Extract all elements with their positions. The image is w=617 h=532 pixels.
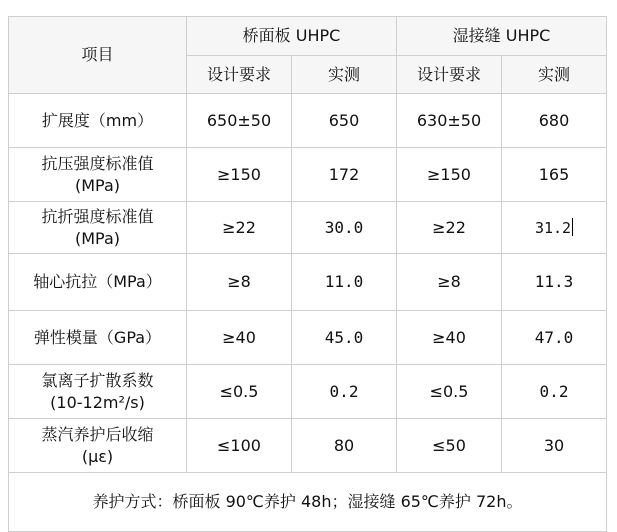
row-label-line1: 氯离子扩散系数	[41, 370, 154, 390]
table-row	[9, 311, 607, 365]
row-label-line1: 轴心抗拉（MPa）	[33, 272, 162, 291]
table-cell: ≥8	[397, 254, 502, 311]
table-row	[9, 365, 607, 419]
table-cell: 11.0	[292, 254, 397, 311]
row-label-line2: (MPa)	[74, 228, 121, 248]
table-cell: ≤0.5	[397, 365, 502, 419]
table-cell: ≥40	[187, 311, 292, 365]
row-label-line1: 弹性模量（GPa）	[33, 327, 162, 347]
item-header: 项目	[9, 17, 187, 94]
text-cursor	[572, 218, 573, 236]
row-label	[9, 94, 187, 148]
subheader-design: 设计要求	[397, 56, 502, 94]
row-label-line1: 抗折强度标准值	[41, 206, 154, 226]
subheader-measured: 实测	[292, 56, 397, 94]
group-header-wet-joint: 湿接缝 UHPC	[397, 17, 607, 56]
table-cell: 0.2	[502, 365, 607, 419]
uhpc-spec-table	[8, 16, 607, 532]
table-cell: 680	[502, 94, 607, 148]
table-cell: ≥40	[397, 311, 502, 365]
note-row	[9, 473, 607, 532]
row-label	[9, 254, 187, 311]
table-cell: 11.3	[502, 254, 607, 311]
table-cell: ≥150	[187, 148, 292, 202]
table-cell: ≥22	[397, 202, 502, 254]
group-header-deck-slab: 桥面板 UHPC	[187, 17, 397, 56]
row-label-line2: (10-12m²/s)	[50, 392, 145, 412]
row-label	[9, 419, 187, 473]
row-label-line2: (MPa)	[74, 175, 121, 195]
row-label-line2: (με)	[81, 446, 114, 466]
curing-note: 养护方式：桥面板 90℃养护 48h；湿接缝 65℃养护 72h。	[9, 473, 607, 532]
table-cell: ≥22	[187, 202, 292, 254]
table-row	[9, 202, 607, 254]
table-cell: 165	[502, 148, 607, 202]
table-row	[9, 419, 607, 473]
table-row	[9, 94, 607, 148]
table-cell: 650±50	[187, 94, 292, 148]
row-label	[9, 311, 187, 365]
table-cell: 45.0	[292, 311, 397, 365]
editable-cell[interactable]	[502, 202, 607, 254]
table-cell: 630±50	[397, 94, 502, 148]
row-label-line1: 扩展度（mm）	[41, 110, 154, 130]
subheader-measured: 实测	[502, 56, 607, 94]
subheader-design: 设计要求	[187, 56, 292, 94]
table-cell: ≤100	[187, 419, 292, 473]
row-label	[9, 365, 187, 419]
header-row	[9, 17, 607, 56]
table-cell: 80	[292, 419, 397, 473]
row-label	[9, 148, 187, 202]
cell-value: 31.2	[534, 218, 572, 237]
row-label	[9, 202, 187, 254]
table-cell: 30.0	[292, 202, 397, 254]
row-label-line1: 蒸汽养护后收缩	[41, 424, 154, 444]
table-cell: 650	[292, 94, 397, 148]
table-cell: ≤50	[397, 419, 502, 473]
table-cell: 172	[292, 148, 397, 202]
table-cell: 30	[502, 419, 607, 473]
table-cell: ≤0.5	[187, 365, 292, 419]
table-cell: 47.0	[502, 311, 607, 365]
table-row	[9, 148, 607, 202]
table-row	[9, 254, 607, 311]
row-label-line1: 抗压强度标准值	[41, 153, 154, 173]
table-cell: ≥8	[187, 254, 292, 311]
table-cell: 0.2	[292, 365, 397, 419]
table-cell: ≥150	[397, 148, 502, 202]
